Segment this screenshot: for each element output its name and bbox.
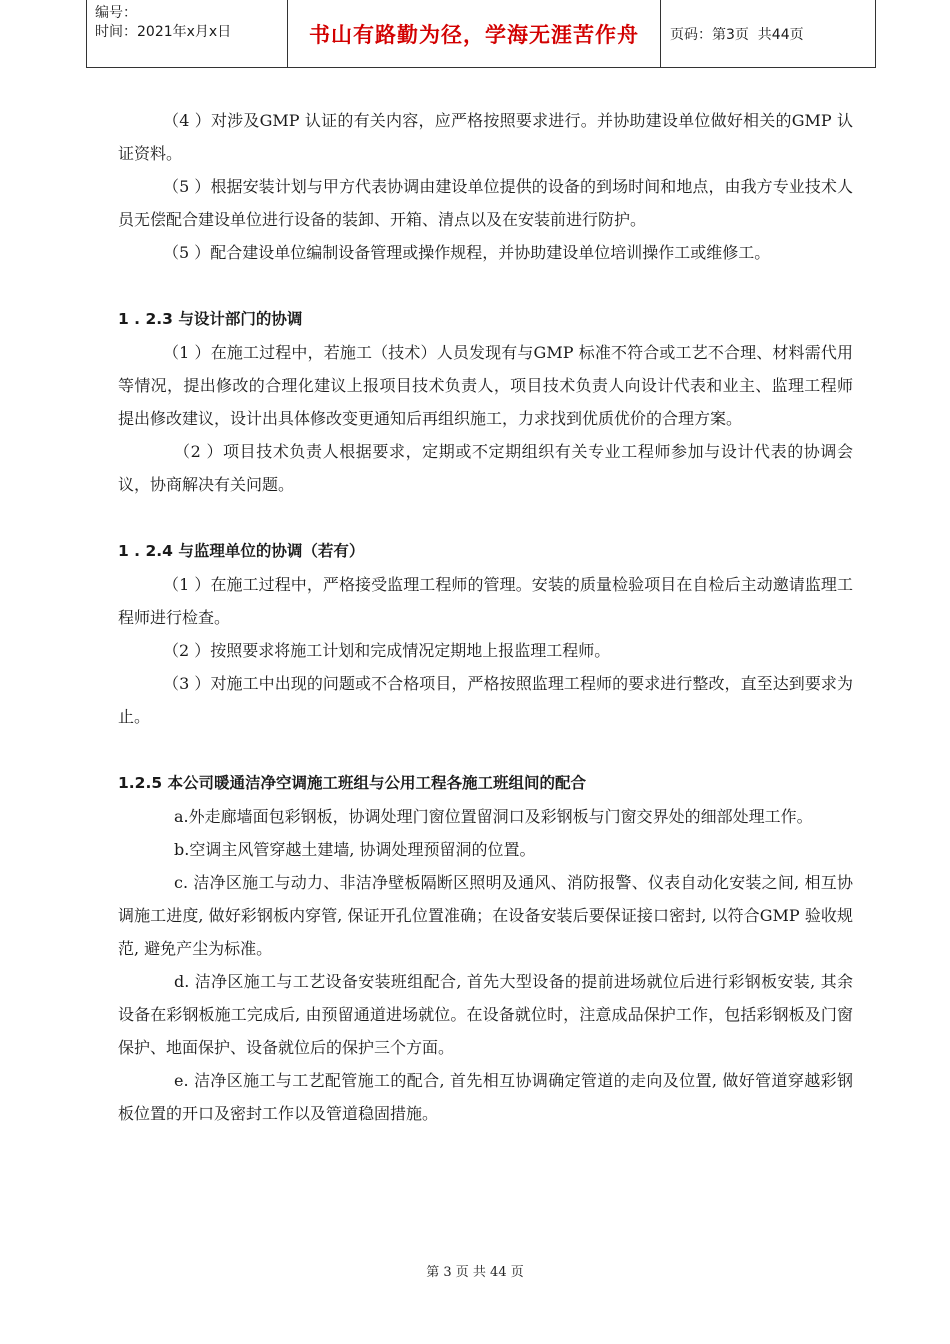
document-body <box>118 104 853 1130</box>
page-footer: 第 3 页 共 44 页 <box>426 1265 524 1280</box>
paragraph: a.外走廊墙面包彩钢板，协调处理门窗位置留洞口及彩钢板与门窗交界处的细部处理工作。 <box>174 807 813 826</box>
paragraph: （5 ）配合建设单位编制设备管理或操作规程，并协助建设单位培训操作工或维修工。 <box>163 243 771 262</box>
serial-label: 编号： <box>95 5 137 21</box>
section-heading: 1 . 2.4 与监理单位的协调（若有） <box>118 542 365 560</box>
header-meta <box>87 0 288 67</box>
paragraph: （1 ）在施工过程中，若施工（技术）人员发现有与GMP 标准不符合或工艺不合理、材料需代用等情况，提出修改的合理化建议上报项目技术负责人，项目技术负责人向设计代表和业主、监理工程师提出修改建议，设计出具体修改变更通知后再组织施工，力求找到优质优价的合理方案。 <box>118 343 853 428</box>
spacer <box>118 733 853 767</box>
paragraph: （3 ）对施工中出现的问题或不合格项目，严格按照监理工程师的要求进行整改，直至达到要求为止。 <box>118 674 853 726</box>
paragraph: （1 ）在施工过程中，严格接受监理工程师的管理。安装的质量检验项目在自检后主动邀请监理工程师进行检查。 <box>118 575 853 627</box>
page-info-text: 页码：第3页 共44页 <box>670 26 804 43</box>
section-heading: 1 . 2.3 与设计部门的协调 <box>118 310 303 328</box>
page-header <box>86 0 876 68</box>
date-label: 时间：2021年x月x日 <box>95 24 232 40</box>
header-motto: 书山有路勤为径，学海无涯苦作舟 <box>288 0 661 67</box>
paragraph: b.空调主风管穿越土建墙, 协调处理预留洞的位置。 <box>174 840 536 859</box>
paragraph: e. 洁净区施工与工艺配管施工的配合, 首先相互协调确定管道的走向及位置, 做好管道穿越彩钢板位置的开口及密封工作以及管道稳固措施。 <box>118 1071 853 1123</box>
section-heading: 1.2.5 本公司暖通洁净空调施工班组与公用工程各施工班组间的配合 <box>118 774 587 792</box>
spacer <box>118 501 853 535</box>
paragraph: d. 洁净区施工与工艺设备安装班组配合, 首先大型设备的提前进场就位后进行彩钢板安装, 其余设备在彩钢板施工完成后, 由预留通道进场就位。在设备就位时，注意成品保护工作，包括彩钢板及门窗保护、地面保护、设备就位后的保护三个方面。 <box>118 972 853 1057</box>
header-page-info <box>661 0 875 67</box>
spacer <box>118 269 853 303</box>
paragraph: （2 ）项目技术负责人根据要求，定期或不定期组织有关专业工程师参加与设计代表的协调会议，协商解决有关问题。 <box>118 442 853 494</box>
paragraph: （5 ）根据安装计划与甲方代表协调由建设单位提供的设备的到场时间和地点，由我方专业技术人员无偿配合建设单位进行设备的装卸、开箱、清点以及在安装前进行防护。 <box>118 177 853 229</box>
paragraph: c. 洁净区施工与动力、非洁净壁板隔断区照明及通风、消防报警、仪表自动化安装之间, 相互协调施工进度, 做好彩钢板内穿管, 保证开孔位置准确；在设备安装后要保证接口密封, 以符合GMP 验收规范, 避免产尘为标准。 <box>118 873 853 958</box>
paragraph: （2 ）按照要求将施工计划和完成情况定期地上报监理工程师。 <box>163 641 611 660</box>
paragraph: （4 ）对涉及GMP 认证的有关内容，应严格按照要求进行。并协助建设单位做好相关的GMP 认证资料。 <box>118 111 853 163</box>
